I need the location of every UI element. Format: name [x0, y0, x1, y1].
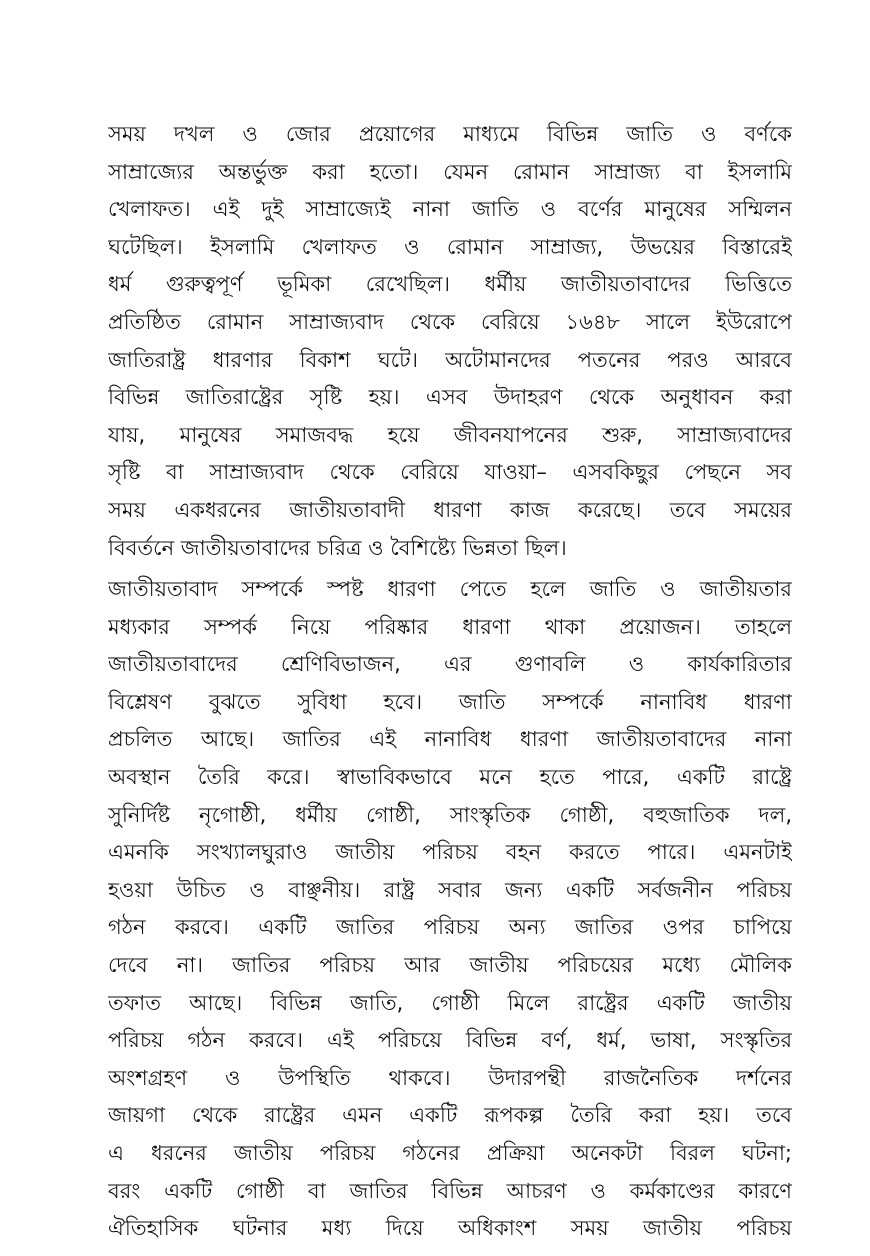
text-line: পরিচয় গঠন করবে। এই পরিচয়ে বিভিন্ন বর্ণ, ধর্ম, ভাষা, সংস্কৃতির: [108, 1028, 792, 1053]
text-line: অংশগ্রহণ ও উপস্থিতি থাকবে। উদারপন্থী রাজনৈতিক দর্শনের: [108, 1065, 792, 1090]
text-line: খেলাফত। এই দুই সাম্রাজ্যেই নানা জাতি ও বর্ণের মানুষের সম্মিলন: [108, 197, 792, 222]
text-line: এমনকি সংখ্যালঘুরাও জাতীয় পরিচয় বহন করতে পারে। এমনটাই: [108, 840, 792, 865]
text-line: সাম্রাজ্যের অন্তর্ভুক্ত করা হতো। যেমন রোমান সাম্রাজ্য বা ইসলামি: [108, 159, 792, 184]
paragraph-2: [108, 571, 792, 1248]
text-line: প্রচলিত আছে। জাতির এই নানাবিধ ধারণা জাতীয়তাবাদের নানা: [108, 727, 792, 752]
text-line: সৃষ্টি বা সাম্রাজ্যবাদ থেকে বেরিয়ে যাওয়া– এসবকিছুর পেছনে সব: [108, 460, 792, 485]
text-line: বিবর্তনে জাতীয়তাবাদের চরিত্র ও বৈশিষ্ট্যে ভিন্নতা ছিল।: [108, 535, 567, 560]
text-line: হওয়া উচিত ও বাঞ্ছনীয়। রাষ্ট্র সবার জন্য একটি সর্বজনীন পরিচয়: [108, 877, 792, 902]
text-line: ঐতিহাসিক ঘটনার মধ্য দিয়ে অধিকাংশ সময় জাতীয় পরিচয়: [108, 1216, 792, 1241]
text-line: জাতিরাষ্ট্র ধারণার বিকাশ ঘটে। অটোমানদের পতনের পরও আরবে: [108, 347, 792, 372]
text-line: দেবে না। জাতির পরিচয় আর জাতীয় পরিচয়ের মধ্যে মৌলিক: [108, 952, 792, 977]
text-line: বরং একটি গোষ্ঠী বা জাতির বিভিন্ন আচরণ ও কর্মকাণ্ডের কারণে: [108, 1178, 792, 1203]
text-line: জায়গা থেকে রাষ্ট্রের এমন একটি রূপকল্প তৈরি করা হয়। তবে: [108, 1103, 792, 1128]
text-line: যায়, মানুষের সমাজবদ্ধ হয়ে জীবনযাপনের শুরু, সাম্রাজ্যবাদের: [108, 422, 792, 447]
paragraph-1: [108, 116, 792, 567]
text-line: ঘটেছিল। ইসলামি খেলাফত ও রোমান সাম্রাজ্য, উভয়ের বিস্তারেই: [108, 234, 792, 259]
text-line: জাতীয়তাবাদ সম্পর্কে স্পষ্ট ধারণা পেতে হলে জাতি ও জাতীয়তার: [108, 577, 792, 601]
text-line: বিশ্লেষণ বুঝতে সুবিধা হবে। জাতি সম্পর্কে নানাবিধ ধারণা: [108, 689, 792, 714]
text-line: গঠন করবে। একটি জাতির পরিচয় অন্য জাতির ওপর চাপিয়ে: [108, 915, 792, 940]
text-line: বিভিন্ন জাতিরাষ্ট্রের সৃষ্টি হয়। এসব উদাহরণ থেকে অনুধাবন করা: [108, 385, 792, 410]
text-line: জাতীয়তাবাদের শ্রেণিবিভাজন, এর গুণাবলি ও কার্যকারিতার: [108, 652, 792, 677]
text-line: মধ্যকার সম্পর্ক নিয়ে পরিষ্কার ধারণা থাকা প্রয়োজন। তাহলে: [108, 614, 792, 639]
text-line: এ ধরনের জাতীয় পরিচয় গঠনের প্রক্রিয়া অনেকটা বিরল ঘটনা;: [108, 1140, 792, 1165]
text-line: তফাত আছে। বিভিন্ন জাতি, গোষ্ঠী মিলে রাষ্ট্রের একটি জাতীয়: [108, 990, 792, 1015]
text-line: সুনির্দিষ্ট নৃগোষ্ঠী, ধর্মীয় গোষ্ঠী, সাংস্কৃতিক গোষ্ঠী, বহুজাতিক দল,: [108, 802, 792, 827]
text-line: অবস্থান তৈরি করে। স্বাভাবিকভাবে মনে হতে পারে, একটি রাষ্ট্রে: [108, 764, 792, 789]
text-line: ধর্ম গুরুত্বপূর্ণ ভূমিকা রেখেছিল। ধর্মীয় জাতীয়তাবাদের ভিত্তিতে: [108, 272, 792, 297]
text-line: প্রতিষ্ঠিত রোমান সাম্রাজ্যবাদ থেকে বেরিয়ে ১৬৪৮ সালে ইউরোপে: [108, 309, 792, 334]
text-line: সময় একধরনের জাতীয়তাবাদী ধারণা কাজ করেছে। তবে সময়ের: [108, 497, 792, 522]
text-line: সময় দখল ও জোর প্রয়োগের মাধ্যমে বিভিন্ন জাতি ও বর্ণকে: [108, 122, 792, 146]
